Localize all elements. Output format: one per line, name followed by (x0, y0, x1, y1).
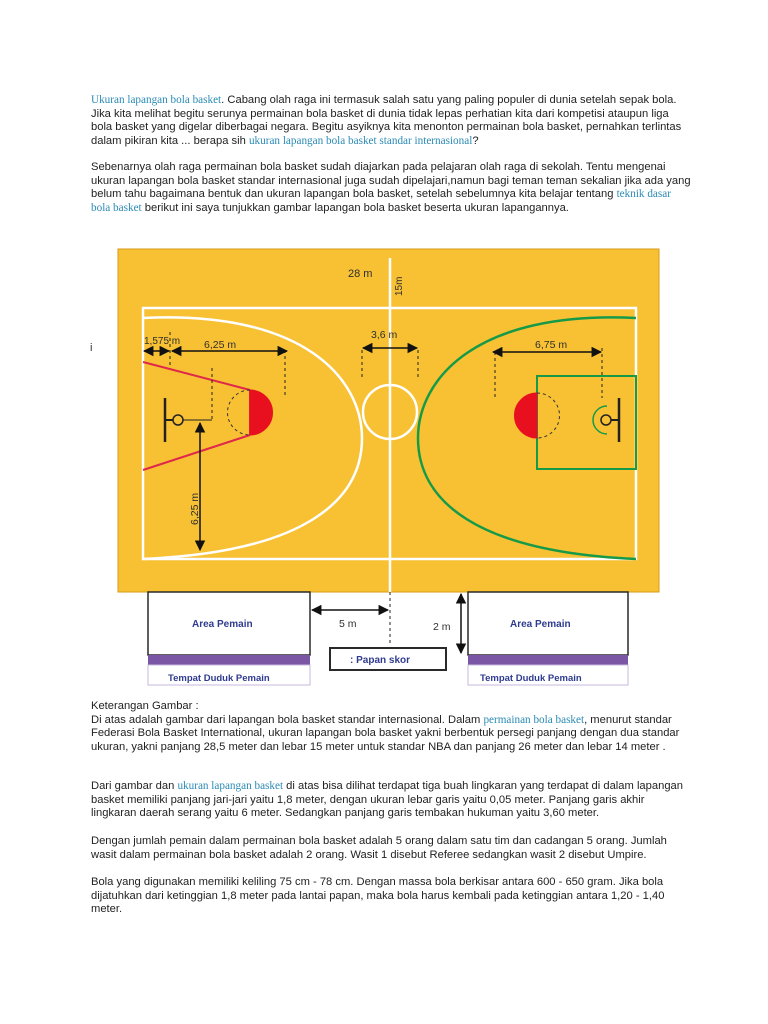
intro-text-1: . Cabang olah raga ini termasuk salah satu yang paling populer di dunia setelah sepak bola. Jika kita melihat begitu serunya permainan bola basket di dunia tidak lepas perhatian kita dari kompetisi ataupun liga bola basket yang digelar diberbagai negara. Begitu asyiknya kita menonton permainan bola basket, pernahkan terlintas dalam pikiran kita ... berapa sih (91, 94, 682, 147)
area-right-label: Area Pemain (510, 619, 571, 630)
scoreboard-label: : Papan skor (350, 655, 411, 666)
ball-paragraph: Bola yang digunakan memiliki keliling 75 cm - 78 cm. Dengan massa bola berkisar antara 600 - 650 gram. Jika bola dijatuhkan dari ketinggian 1,8 meter pada lantai papan, maka bola harus kembali pada ketinggian antara 1,20 - 1,40 meter. (91, 876, 665, 916)
label-left-three: 6,25 m (204, 339, 237, 351)
para4-text-1: Dari gambar dan (91, 780, 178, 792)
label-bench-gap: 5 m (339, 618, 357, 630)
para4-text-2: di atas bisa dilihat terdapat tiga buah lingkaran yang terdapat di dalam lapangan basket memiliki panjang jari-jari yaitu 1,8 meter, dengan ukuran lebar garis yaitu 0,05 meter. Panjang garis akhir lingkaran daerah serang yaitu 6 meter. Sedangkan panjang garis tembakan hukuman yaitu 3,60 meter. (91, 780, 683, 820)
intro-paragraph (91, 94, 691, 148)
para2-text-2: berikut ini saya tunjukkan gambar lapangan bola basket beserta ukuran lapangannya. (141, 201, 569, 214)
label-bench-depth: 2 m (433, 621, 451, 633)
seat-right-label: Tempat Duduk Pemain (480, 673, 582, 684)
keterangan-text-2: , menurut standar Federasi Bola Basket International, ukuran lapangan bola basket yakni berbentuk persegi panjang dengan dua standar ukuran, yakni panjang 28,5 meter dan lebar 15 meter untuk standar NBA dan panjang 26 meter dan lebar 14 meter . (91, 713, 680, 753)
link-ukuran-lapangan[interactable]: Ukuran lapangan bola basket (91, 94, 222, 106)
link-ukuran-lapangan-basket[interactable]: ukuran lapangan basket (177, 780, 284, 792)
seat-left-label: Tempat Duduk Pemain (168, 673, 270, 684)
keterangan-text-1: Di atas adalah gambar dari lapangan bola basket standar internasional. Dalam (91, 713, 484, 726)
link-permainan-bola-basket[interactable]: permainan bola basket (483, 713, 585, 726)
keterangan-section (91, 700, 691, 754)
label-court-length: 28 m (348, 268, 373, 280)
area-left-label: Area Pemain (192, 619, 253, 630)
second-paragraph (91, 161, 691, 215)
link-ukuran-standar-internasional[interactable]: ukuran lapangan bola basket standar internasional (248, 134, 473, 147)
stray-mark: i (90, 342, 93, 354)
label-center-circle: 3,6 m (371, 329, 398, 341)
players-paragraph: Dengan jumlah pemain dalam permainan bola basket adalah 5 orang dalam satu tim dan cadangan 5 orang. Jumlah wasit dalam permainan bola basket adalah 2 orang. Wasit 1 disebut Referee sedangkan wasit 2 disebut Umpire. (91, 835, 667, 861)
basketball-court-diagram (100, 240, 660, 690)
circles-paragraph (91, 780, 691, 821)
bench-right-band (468, 655, 628, 665)
para2-text-1: Sebenarnya olah raga permainan bola basket sudah diajarkan pada pelajaran olah raga di sekolah. Tentu mengenai ukuran lapangan bola basket standar internasional juga sudah dipelajari,namun bagi teman teman sekalian jika ada yang belum tahu bagaimana bentuk dan ukuran lapangan bola basket, setelah sebelumnya kita belajar tentang (91, 161, 691, 201)
link-teknik-dasar[interactable]: teknik dasar bola basket (91, 188, 671, 214)
label-left-vertical: 6,25 m (189, 492, 201, 525)
intro-text-2: ? (472, 134, 479, 147)
label-left-corner: 1,575 m (144, 336, 181, 347)
label-court-width: 15m (394, 276, 405, 296)
bench-left-band (148, 655, 310, 665)
label-right-three: 6,75 m (535, 339, 568, 351)
keterangan-heading: Keterangan Gambar : (91, 700, 199, 712)
